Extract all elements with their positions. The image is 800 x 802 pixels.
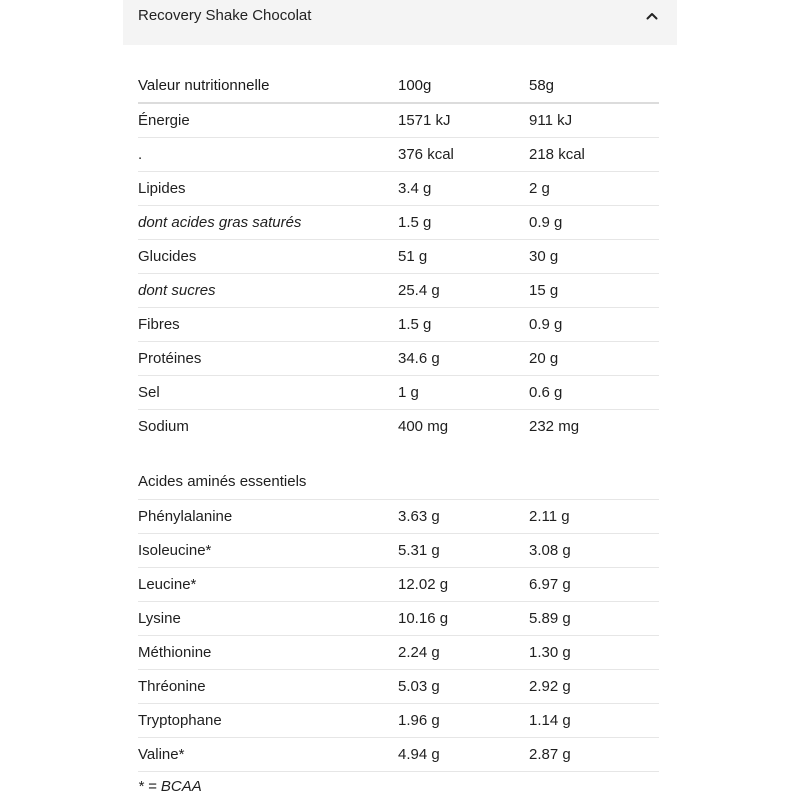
value-per-serving: 30 g [529, 240, 659, 274]
nutrition-table [138, 68, 659, 443]
value-per-100g: 34.6 g [398, 342, 529, 376]
header-per-serving: 58g [529, 68, 659, 103]
table-row [138, 103, 659, 138]
bcaa-footnote: * = BCAA [138, 778, 202, 795]
value-per-serving: 0.9 g [529, 206, 659, 240]
nutrient-name: Isoleucine* [138, 534, 398, 568]
chevron-up-icon[interactable] [644, 8, 660, 24]
value-per-100g: 1.96 g [398, 704, 529, 738]
table-row [138, 172, 659, 206]
table-row [138, 670, 659, 704]
nutrient-name: Lipides [138, 172, 398, 206]
value-per-100g: 400 mg [398, 418, 449, 435]
value-per-serving: 5.89 g [529, 602, 659, 636]
value-per-serving: 2 g [529, 172, 659, 206]
accordion-header[interactable] [123, 0, 677, 45]
table-row [138, 568, 659, 602]
nutrient-name: Lysine [138, 602, 398, 636]
nutrient-name: . [138, 138, 398, 172]
value-per-serving: 0.9 g [529, 308, 659, 342]
nutrient-name: Protéines [138, 342, 398, 376]
value-per-100g: 5.31 g [398, 534, 529, 568]
table-row [138, 274, 659, 308]
value-per-100g: 51 g [398, 240, 529, 274]
table-row [138, 342, 659, 376]
value-per-100g: 1.5 g [398, 206, 529, 240]
table-row [138, 602, 659, 636]
nutrient-name: Tryptophane [138, 704, 398, 738]
table-row [138, 410, 659, 444]
value-per-serving: 232 mg [529, 418, 580, 435]
header-nutrient: Valeur nutritionnelle [138, 68, 398, 103]
table-row [138, 534, 659, 568]
value-per-serving: 1.14 g [529, 704, 659, 738]
value-per-serving: 20 g [529, 342, 659, 376]
nutrient-name: Phénylalanine [138, 500, 398, 534]
value-per-100g: 2.24 g [398, 636, 529, 670]
accordion-title: Recovery Shake Chocolat [138, 7, 312, 24]
value-per-serving: 218 kcal [529, 138, 659, 172]
value-per-100g: 25.4 g [398, 274, 529, 308]
value-per-100g: 3.63 g [398, 500, 529, 534]
nutrition-header-row [138, 68, 659, 103]
value-per-100g: 1 g [398, 376, 529, 410]
value-per-serving: 15 g [529, 274, 659, 308]
table-row [138, 240, 659, 274]
nutrient-name: Leucine* [138, 568, 398, 602]
nutrient-name: Glucides [138, 240, 398, 274]
table-row [138, 376, 659, 410]
table-row [138, 738, 659, 772]
value-per-serving: 2.11 g [529, 500, 659, 534]
value-per-serving: 3.08 g [529, 534, 659, 568]
table-row [138, 636, 659, 670]
nutrient-name: Sodium [138, 418, 189, 435]
value-per-100g: 12.02 g [398, 568, 529, 602]
value-per-serving: 911 kJ [529, 103, 659, 138]
nutrient-name: Valine* [138, 738, 398, 772]
value-per-100g: 3.4 g [398, 172, 529, 206]
value-per-serving: 2.87 g [529, 738, 659, 772]
nutrient-name: Fibres [138, 308, 398, 342]
value-per-100g: 10.16 g [398, 602, 529, 636]
nutrient-name: Sel [138, 376, 398, 410]
value-per-serving: 0.6 g [529, 376, 659, 410]
table-row [138, 704, 659, 738]
value-per-100g: 4.94 g [398, 738, 529, 772]
value-per-serving: 1.30 g [529, 636, 659, 670]
header-per-100g: 100g [398, 68, 529, 103]
value-per-100g: 1571 kJ [398, 103, 529, 138]
table-row [138, 206, 659, 240]
nutrient-name: dont sucres [138, 274, 398, 308]
amino-acids-table [138, 500, 659, 772]
value-per-100g: 1.5 g [398, 308, 529, 342]
table-row [138, 500, 659, 534]
nutrient-name: dont acides gras saturés [138, 206, 398, 240]
table-row [138, 308, 659, 342]
value-per-100g: 376 kcal [398, 138, 529, 172]
table-row [138, 138, 659, 172]
nutrient-name: Thréonine [138, 670, 398, 704]
nutrient-name: Énergie [138, 103, 398, 138]
value-per-serving: 2.92 g [529, 670, 659, 704]
value-per-serving: 6.97 g [529, 568, 659, 602]
accordion-panel [138, 68, 659, 802]
nutrient-name: Méthionine [138, 636, 398, 670]
amino-acids-title: Acides aminés essentiels [138, 465, 659, 500]
value-per-100g: 5.03 g [398, 670, 529, 704]
